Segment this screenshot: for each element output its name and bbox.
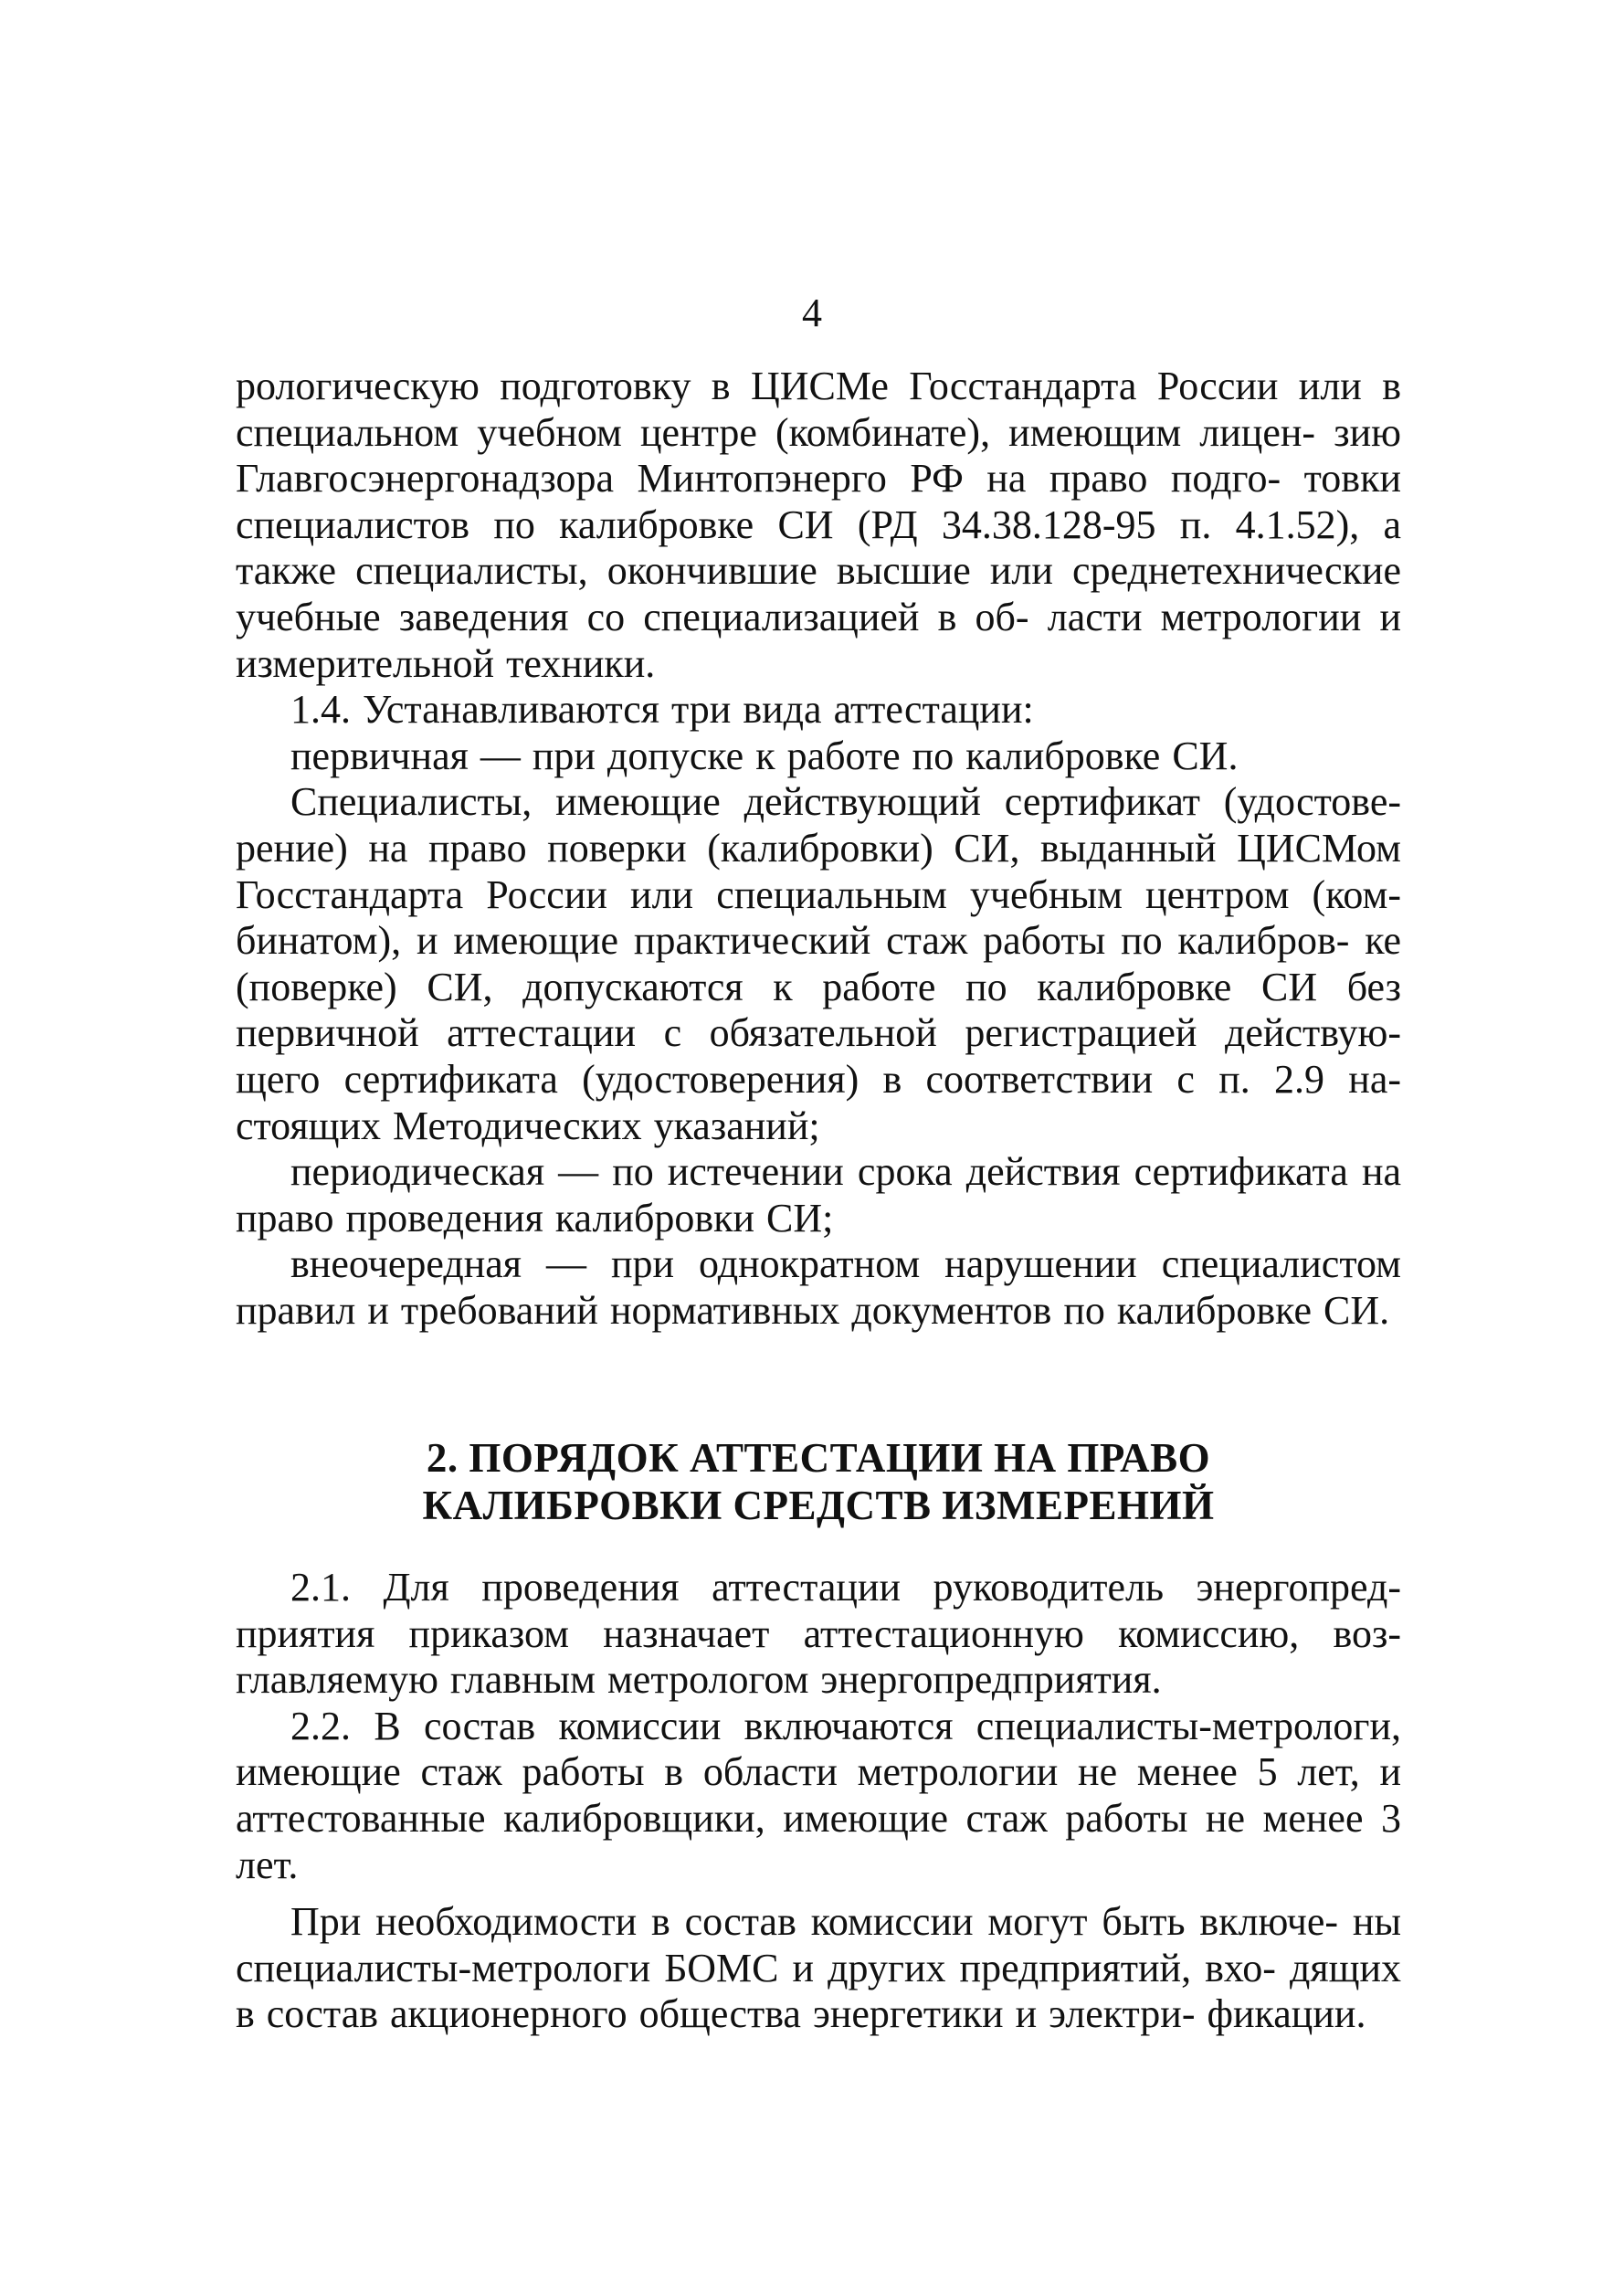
text-line: аттестованные калибровщики, имеющие стаж работы не менее (236, 1795, 1364, 1841)
section-2-heading (236, 1434, 1401, 1529)
text-line: среднетехнические учебные заведения со специализацией в об- (236, 548, 1401, 639)
text-line: Специалисты, имеющие действующий сертификат (удостове- (290, 779, 1401, 825)
text-line: бинатом), и имеющие практический стаж работы по калибров- (236, 918, 1350, 964)
text-line: 2.1. Для проведения аттестации руководитель энергопред- (290, 1565, 1401, 1610)
text-line: на право проведения калибровки СИ; (236, 1149, 1402, 1241)
text-line: товки специалистов по калибровке СИ (РД 34.38.128-95 (236, 456, 1401, 547)
text-line: внеочередная — при однократном нарушении специалистом (290, 1241, 1401, 1287)
paragraph (236, 687, 1401, 734)
paragraph (236, 1704, 1401, 1888)
heading-line: КАЛИБРОВКИ СРЕДСТВ ИЗМЕРЕНИЙ (422, 1483, 1215, 1528)
text-line: периодическая — по истечении срока действия сертификата (290, 1149, 1348, 1195)
text-line: в специальном учебном центре (комбинате), имеющим лицен- (236, 364, 1401, 455)
text-line: 2.2. В состав комиссии включаются специалисты-метрологи, (290, 1703, 1401, 1748)
paragraph (236, 1241, 1401, 1334)
text-line: ны специалисты-метрологи БОМС и других предприятий, вхо- (236, 1899, 1402, 1990)
text-line: При необходимости в состав комиссии могут быть включе- (290, 1899, 1339, 1945)
text-line: Госстандарта России или специальным учебным центром (ком- (236, 871, 1401, 917)
paragraph (236, 734, 1401, 780)
text-line: имеющие стаж работы в области метрологии не менее 5 лет, и (236, 1749, 1401, 1795)
section-1-text (236, 364, 1401, 1334)
text-line: главляемую главным метрологом энергопредприятия. (236, 1657, 1162, 1703)
paragraph (236, 1899, 1401, 2038)
text-line: стоящих Методических указаний; (236, 1103, 820, 1148)
text-line: дящих в состав акционерного общества энергетики и электри- (236, 1945, 1401, 2037)
page-number: 4 (802, 290, 822, 335)
text-line: 1.4. Устанавливаются три вида аттестации: (290, 687, 1034, 733)
text-line: приятия приказом назначает аттестационную комиссию, воз- (236, 1610, 1401, 1656)
paragraph (236, 779, 1401, 1149)
text-line: правил и требований нормативных документов по калибровке (236, 1287, 1312, 1333)
text-line: ке (поверке) СИ, допускаются к работе по калибровке СИ без (236, 918, 1402, 1009)
text-line: первичной аттестации с обязательной регистрацией действую- (236, 1010, 1401, 1056)
text-line: первичная — при допуске к работе по калибровке СИ. (290, 733, 1239, 778)
text-line: рологическую подготовку в ЦИСМе Госстандарта России или (236, 364, 1362, 408)
text-line: СИ. (1323, 1287, 1390, 1333)
text-line: ласти метрологии и измерительной техники. (236, 594, 1402, 686)
text-line: зию Главгосэнергонадзора Минтопэнерго РФ на право подго- (236, 409, 1401, 501)
text-line: рение) на право поверки (калибровки) СИ, выданный ЦИСМом (236, 825, 1401, 871)
text-line: щего сертификата (удостоверения) в соответствии с п. 2.9 на- (236, 1056, 1401, 1102)
paragraph (236, 1565, 1401, 1704)
heading-line: 2. ПОРЯДОК АТТЕСТАЦИИ НА ПРАВО (426, 1435, 1211, 1481)
text-line: п. 4.1.52), а также специалисты, окончившие высшие или (236, 501, 1402, 594)
text-line: 3 лет. (236, 1795, 1402, 1887)
section-2-text (236, 1565, 1401, 2038)
text-line: фикации. (1207, 1991, 1366, 2037)
paragraph (236, 1149, 1401, 1241)
paragraph (236, 364, 1401, 687)
